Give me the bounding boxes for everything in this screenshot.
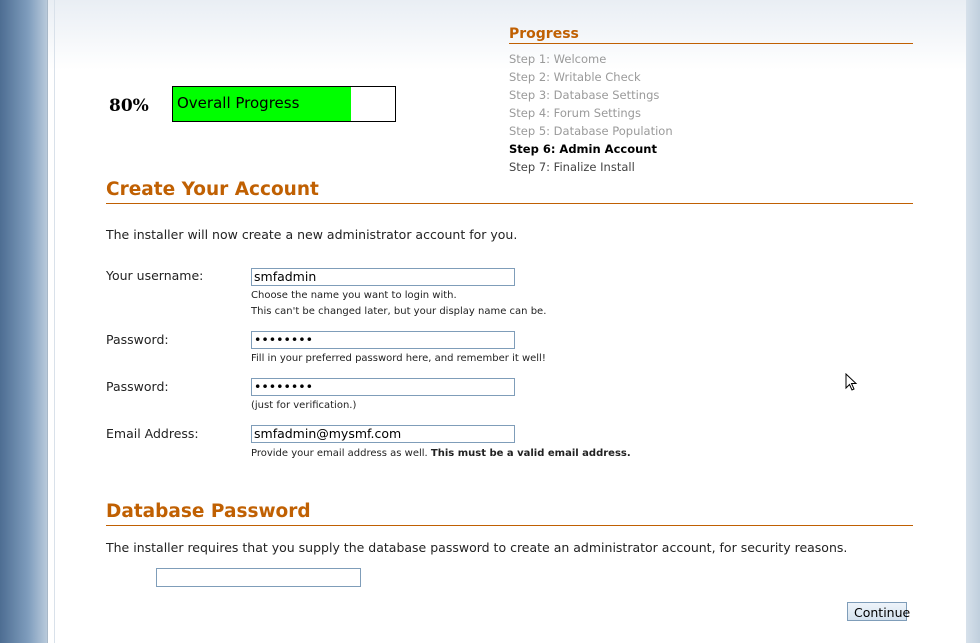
database-password-heading: Database Password bbox=[106, 501, 913, 526]
password-input[interactable]: •••••••• bbox=[251, 331, 515, 349]
email-hint-text: Provide your email address as well. bbox=[251, 448, 428, 459]
password-hint: Fill in your preferred password here, and remember it well! bbox=[251, 353, 546, 364]
progress-bar-label: Overall Progress bbox=[177, 94, 300, 112]
username-hint: Choose the name you want to login with. bbox=[251, 290, 457, 301]
password-confirm-label: Password: bbox=[106, 379, 169, 394]
email-hint-emphasis: This must be a valid email address. bbox=[430, 448, 631, 459]
password-confirm-hint: (just for verification.) bbox=[251, 400, 357, 411]
overall-progress-bar bbox=[172, 86, 396, 122]
create-account-intro: The installer will now create a new administrator account for you. bbox=[106, 227, 518, 242]
database-password-input[interactable] bbox=[156, 568, 361, 587]
email-label: Email Address: bbox=[106, 426, 199, 441]
step-item: Step 3: Database Settings bbox=[509, 88, 660, 102]
progress-heading: Progress bbox=[509, 26, 913, 44]
password-label: Password: bbox=[106, 332, 169, 347]
window-background-left bbox=[0, 0, 47, 643]
step-item: Step 4: Forum Settings bbox=[509, 106, 641, 120]
step-item: Step 2: Writable Check bbox=[509, 70, 641, 84]
step-item: Step 7: Finalize Install bbox=[509, 160, 635, 174]
step-list bbox=[509, 51, 673, 177]
progress-percent: 80% bbox=[109, 96, 149, 116]
window-background-right bbox=[965, 0, 980, 643]
step-item: Step 1: Welcome bbox=[509, 52, 607, 66]
continue-button[interactable]: Continue bbox=[847, 602, 907, 621]
username-label: Your username: bbox=[106, 268, 204, 283]
panel-edge bbox=[54, 0, 55, 643]
username-hint-2: This can't be changed later, but your display name can be. bbox=[251, 306, 547, 317]
email-input[interactable]: smfadmin@mysmf.com bbox=[251, 425, 515, 443]
database-password-intro: The installer requires that you supply the database password to create an administrator account, for security reasons. bbox=[106, 540, 848, 555]
create-account-heading: Create Your Account bbox=[106, 179, 913, 204]
step-item: Step 5: Database Population bbox=[509, 124, 673, 138]
email-hint bbox=[251, 448, 631, 459]
mouse-cursor-icon bbox=[845, 373, 859, 393]
username-input[interactable]: smfadmin bbox=[251, 268, 515, 286]
password-confirm-input[interactable]: •••••••• bbox=[251, 378, 515, 396]
step-item-current: Step 6: Admin Account bbox=[509, 142, 657, 156]
